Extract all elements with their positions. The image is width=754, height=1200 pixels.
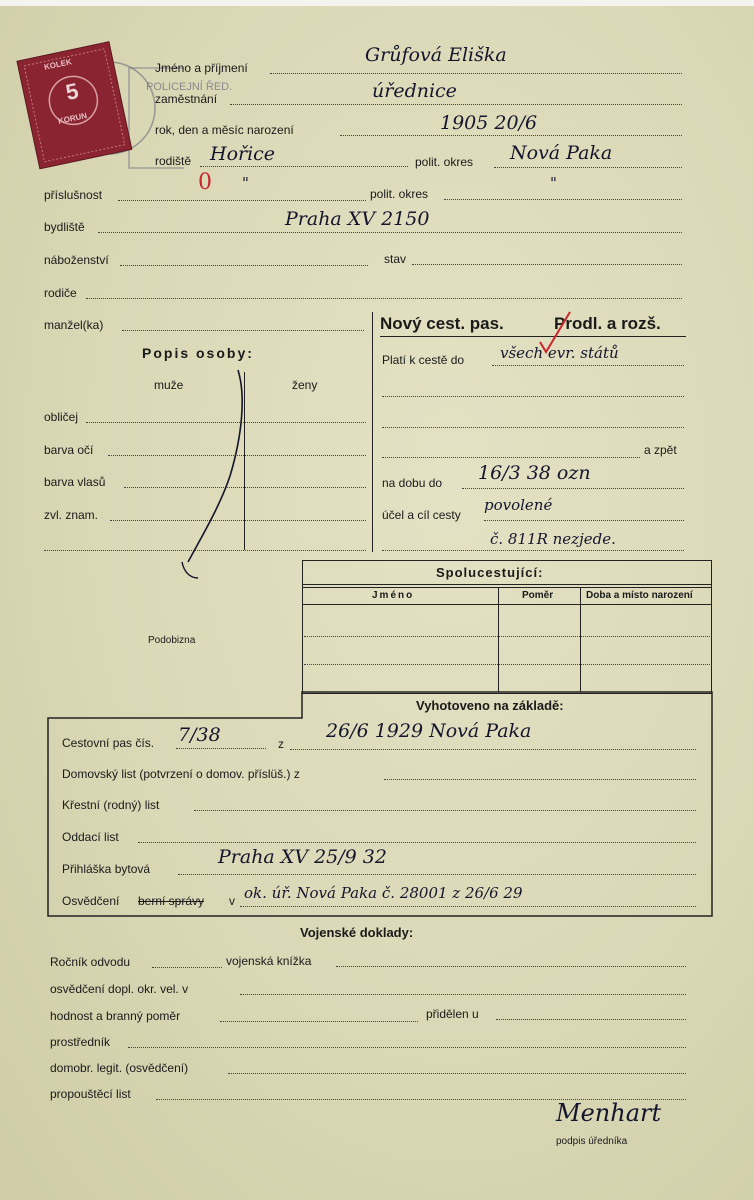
stamp-top-text: KOLEK [43,57,73,72]
valid-value: všech evr. států [500,344,619,362]
birthplace-label: rodiště [155,154,192,168]
spouse-label: manžel(ka) [44,318,104,332]
home-cert-label: Domovský list (potvrzení o domov. příslüš.) z [62,767,300,781]
registration-label: Přihláška bytová [62,862,151,876]
legion-label: domobr. legit. (osvědčení) [50,1061,189,1075]
companion-col-name: Jméno [372,590,415,601]
occupation-value: úřednice [372,80,457,102]
companions-title: Spolucestující: [436,565,544,580]
military-book-label: vojenská knížka [226,954,312,968]
certificate-value: ok. úř. Nová Paka č. 28001 z 26/6 29 [244,884,523,902]
eyes-label: barva očí [44,443,94,457]
companion-col-relation: Poměr [522,590,554,601]
purpose-value: povolené [484,496,553,514]
marriage-label: Oddací list [62,830,119,844]
basis-passport-label: Cestovní pas čís. [62,736,155,750]
parents-label: rodiče [44,286,77,300]
occupation-label: zaměstnání [155,92,218,106]
basis-z-label: z [278,737,284,751]
district-label: polit. okres [415,155,474,169]
belonging-value: " [242,174,249,192]
marks-label: zvl. znam. [44,508,99,522]
birth-value: 1905 20/6 [440,112,538,134]
hair-label: barva vlasů [44,475,106,489]
birthplace-value: Hořice [210,143,276,165]
postmark-text: POLICEJNÍ ŘED. [146,81,233,93]
basis-passport-number: 7/38 [178,724,221,746]
rank-label: hodnost a branný poměr [50,1009,181,1023]
purpose-note: č. 811R nezjede. [490,530,616,548]
residence-label: bydliště [44,220,85,234]
agent-label: prostředník [50,1035,111,1049]
signature-label: podpis úředníka [556,1136,628,1147]
certificate-label-c: v [229,894,235,908]
status-label: stav [384,252,407,266]
valid-label: Platí k cestě do [382,353,465,367]
name-label: Jméno a příjmení [155,61,248,75]
basis-title: Vyhotoveno na základě: [416,698,564,713]
basis-passport-value: 26/6 1929 Nová Paka [326,720,532,742]
stamp-side-text: KORUN [57,111,88,126]
baptism-label: Křestní (rodný) list [62,798,160,812]
description-title: Popis osoby: [142,345,254,361]
draft-year-label: Ročník odvodu [50,955,131,969]
belonging-label: příslušnost [44,188,103,202]
red-zero-mark: 0 [198,170,212,195]
certificate-label-a: Osvědčení [62,894,120,908]
certificate-label-b: berní správy [138,894,205,908]
female-label: ženy [292,378,318,392]
belonging-district-label: polit. okres [370,187,429,201]
assigned-label: přidělen u [426,1007,479,1021]
district-value: Nová Paka [510,142,613,164]
official-signature: Menhart [556,1099,662,1127]
release-label: propouštěcí list [50,1087,131,1101]
duration-value: 16/3 38 ozn [478,462,591,484]
residence-value: Praha XV 2150 [285,208,430,230]
duration-label: na dobu do [382,476,443,490]
return-label: a zpět [644,443,677,457]
registration-value: Praha XV 25/9 32 [218,846,387,868]
stamp-value: 5 [63,78,81,106]
photo-label: Podobizna [148,635,196,646]
name-value: Grůfová Eliška [365,44,507,66]
companion-col-birth: Doba a místo narození [586,590,693,601]
military-title: Vojenské doklady: [300,925,414,940]
birth-label: rok, den a měsíc narození [155,123,294,137]
new-passport-label: Nový cest. pas. [380,314,504,333]
belonging-district-value: " [550,174,557,192]
male-label: muže [154,378,184,392]
military-cert-label: osvědčení dopl. okr. vel. v [50,982,189,996]
purpose-label: účel a cíl cesty [382,508,461,522]
religion-label: náboženství [44,253,109,267]
extend-passport-label: Prodl. a rozš. [554,314,661,333]
face-label: obličej [44,410,79,424]
